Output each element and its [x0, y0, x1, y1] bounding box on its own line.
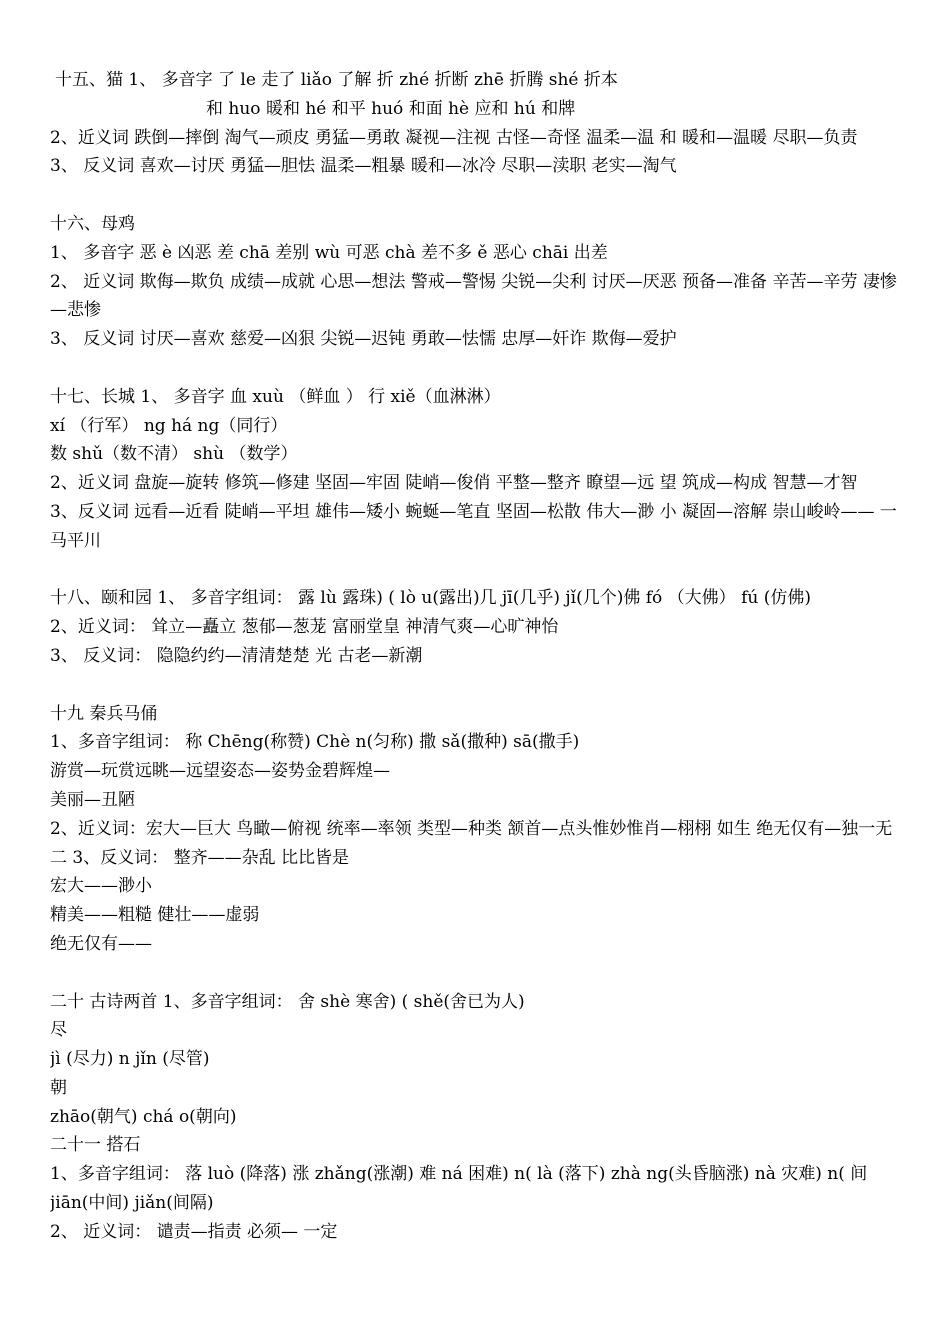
section-19-heading: 十九 秦兵马俑 [50, 703, 158, 724]
section-17-polyphone-xing: xí （行军） ng há ng（同行） [50, 415, 288, 436]
section-20-heading: 二十 古诗两首 1、多音字组词： 舍 shè 寒舍) ( shě(舍已为人) [50, 991, 525, 1012]
section-16-synonyms: 2、 近义词 欺侮—欺负 成绩—成就 心思—想法 警戒—警惕 尖锐—尖利 讨厌—厌恶 预备—准备 辛苦—辛劳 凄惨—悲惨 [50, 271, 897, 321]
section-17-synonyms: 2、近义词 盘旋—旋转 修筑—修建 坚固—牢固 陡峭—俊俏 平整—整齐 瞭望—远 望 筑成—构成 智慧—才智 [50, 473, 858, 494]
section-18-synonyms: 2、近义词： 耸立—矗立 葱郁—葱茏 富丽堂皇 神清气爽—心旷神怡 [50, 617, 559, 638]
blank-line [50, 959, 898, 988]
section-20-zhao-words: zhāo(朝气) chá o(朝向) [50, 1106, 237, 1127]
section-19-synonyms-b: 美丽—丑陋 [50, 789, 135, 810]
section-17-polyphone-shu: 数 shǔ（数不清） shù （数学） [50, 444, 298, 465]
section-19-antonym-2: 精美——粗糙 健壮——虚弱 [50, 905, 260, 926]
section-20-char-zhao: 朝 [50, 1077, 67, 1098]
section-18-heading: 十八、颐和园 1、 多音字组词： 露 lù 露珠) ( lò u(露出)几 jī(几乎) jǐ(几个)佛 fó （大佛） fú (仿佛) [50, 588, 811, 609]
blank-line [50, 354, 898, 383]
section-16-polyphones: 1、 多音字 恶 è 凶恶 差 chā 差别 wù 可恶 chà 差不多 ě 恶心 chāi 出差 [50, 242, 608, 263]
section-19-antonym-3: 绝无仅有—— [50, 933, 152, 954]
section-15-antonyms: 3、 反义词 喜欢—讨厌 勇猛—胆怯 温柔—粗暴 暖和—冰冷 尽职—渎职 老实—淘气 [50, 156, 677, 177]
blank-line [50, 181, 898, 210]
section-21-polyphones: 1、多音字组词： 落 luò (降落) 涨 zhǎng(涨潮) 难 ná 困难) n( là (落下) zhà ng(头昏脑涨) nà 灾难) n( 间 jiān(中间) jiǎn(间隔) [50, 1164, 868, 1214]
section-20-char-jin: 尽 [50, 1020, 67, 1041]
section-21-synonyms: 2、 近义词： 谴责—指责 必须— 一定 [50, 1221, 338, 1242]
section-19-synonyms-antonyms: 2、近义词：宏大—巨大 鸟瞰—俯视 统率—率领 类型—种类 颔首—点头惟妙惟肖—栩栩 如生 绝无仅有—独一无二 3、反义词： 整齐——杂乱 比比皆是 [50, 818, 893, 868]
section-15-heading: 十五、猫 1、 多音字 了 le 走了 liǎo 了解 折 zhé 折断 zhē 折腾 shé 折本 [55, 70, 618, 90]
section-15-polyphone-he: 和 huo 暖和 hé 和平 huó 和面 hè 应和 hú 和牌 [206, 98, 576, 119]
section-15-synonyms: 2、近义词 跌倒—摔倒 淘气—顽皮 勇猛—勇敢 凝视—注视 古怪—奇怪 温柔—温 和 暖和—温暖 尽职—负责 [50, 127, 858, 148]
blank-line [50, 556, 898, 585]
section-19-antonym-1: 宏大——渺小 [50, 876, 152, 897]
blank-line [50, 671, 898, 700]
document-body [50, 66, 898, 1247]
section-21-heading: 二十一 搭石 [50, 1135, 141, 1156]
section-16-heading: 十六、母鸡 [50, 213, 135, 234]
section-17-antonyms: 3、反义词 远看—近看 陡峭—平坦 雄伟—矮小 蜿蜒—笔直 坚固—松散 伟大—渺 小 凝固—溶解 崇山峻岭—— 一马平川 [50, 501, 897, 551]
section-19-synonyms-a: 游赏—玩赏远眺—远望姿态—姿势金碧辉煌— [50, 761, 390, 782]
section-17-heading: 十七、长城 1、 多音字 血 xuù （鲜血 ） 行 xiě（血淋淋） [50, 386, 501, 407]
section-18-antonyms: 3、 反义词： 隐隐约约—清清楚楚 光 古老—新潮 [50, 645, 423, 666]
section-20-jin-words: jì (尽力) n jǐn (尽管) [50, 1049, 210, 1070]
section-19-polyphones: 1、多音字组词： 称 Chēng(称赞) Chè n(匀称) 撒 sǎ(撒种) sā(撒手) [50, 732, 580, 753]
section-16-antonyms: 3、 反义词 讨厌—喜欢 慈爱—凶狠 尖锐—迟钝 勇敢—怯懦 忠厚—奸诈 欺侮—爱护 [50, 329, 677, 350]
